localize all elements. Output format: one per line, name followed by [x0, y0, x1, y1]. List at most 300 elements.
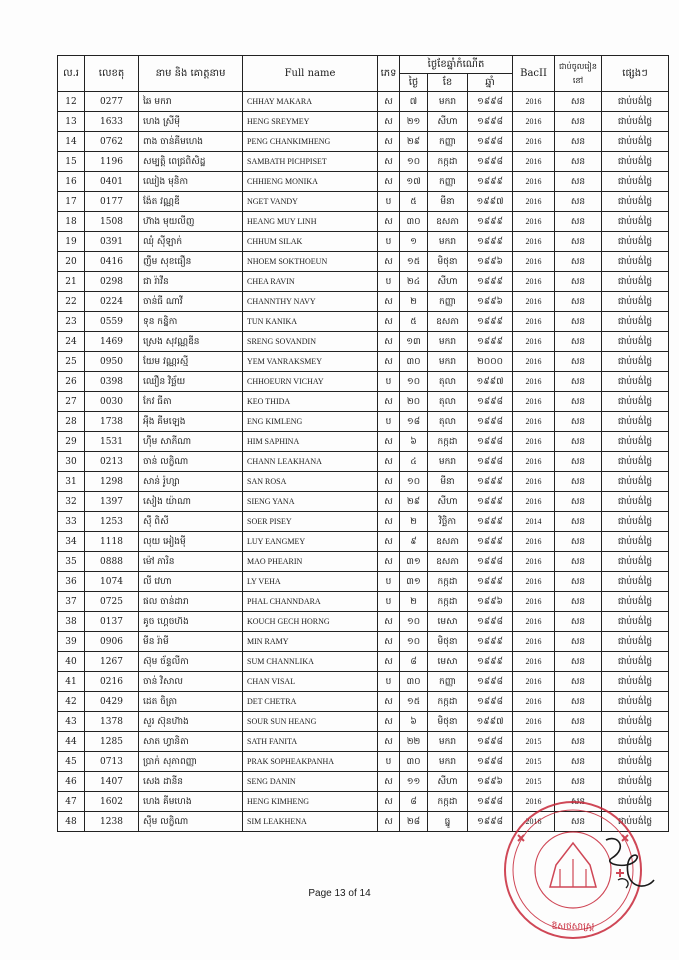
- row-month: សីហា: [428, 272, 468, 292]
- row-bacii: 2015: [513, 752, 555, 772]
- row-enroll: សន: [555, 792, 602, 812]
- row-kh-name: ឆៃ មករា: [139, 92, 243, 112]
- row-id: 0950: [85, 352, 139, 372]
- row-id: 0298: [85, 272, 139, 292]
- row-note: ជាប់បង់ថ្លៃ: [602, 532, 669, 552]
- row-month: មករា: [428, 352, 468, 372]
- row-no: 36: [58, 572, 85, 592]
- row-note: ជាប់បង់ថ្លៃ: [602, 132, 669, 152]
- row-year: ១៩៩៩: [468, 212, 513, 232]
- row-id: 1508: [85, 212, 139, 232]
- row-day: ១០: [400, 612, 428, 632]
- row-no: 35: [58, 552, 85, 572]
- table-row: [58, 492, 669, 512]
- row-enroll: សន: [555, 492, 602, 512]
- table-row: [58, 272, 669, 292]
- row-id: 1238: [85, 812, 139, 832]
- row-id: 1469: [85, 332, 139, 352]
- row-no: 44: [58, 732, 85, 752]
- row-full-name: MIN RAMY: [243, 632, 378, 652]
- row-no: 20: [58, 252, 85, 272]
- row-full-name: ENG KIMLENG: [243, 412, 378, 432]
- row-sex: ប: [378, 572, 400, 592]
- row-id: 0177: [85, 192, 139, 212]
- table-row: [58, 592, 669, 612]
- seal-caption: ឱសថសាស្ត្រ: [551, 922, 595, 932]
- row-note: ជាប់បង់ថ្លៃ: [602, 512, 669, 532]
- row-full-name: SRENG SOVANDIN: [243, 332, 378, 352]
- row-note: ជាប់បង់ថ្លៃ: [602, 752, 669, 772]
- row-full-name: PHAL CHANNDARA: [243, 592, 378, 612]
- row-full-name: PENG CHANKIMHENG: [243, 132, 378, 152]
- row-no: 17: [58, 192, 85, 212]
- row-no: 37: [58, 592, 85, 612]
- row-note: ជាប់បង់ថ្លៃ: [602, 732, 669, 752]
- row-sex: ស: [378, 252, 400, 272]
- row-no: 41: [58, 672, 85, 692]
- row-kh-name: សម្បត្តិ ពេជ្រពិសិដ្ឋ: [139, 152, 243, 172]
- row-full-name: SIENG YANA: [243, 492, 378, 512]
- row-bacii: 2016: [513, 332, 555, 352]
- row-no: 21: [58, 272, 85, 292]
- row-id: 0277: [85, 92, 139, 112]
- row-enroll: សន: [555, 612, 602, 632]
- row-note: ជាប់បង់ថ្លៃ: [602, 252, 669, 272]
- row-full-name: SUM CHANNLIKA: [243, 652, 378, 672]
- row-sex: ស: [378, 552, 400, 572]
- row-enroll: សន: [555, 672, 602, 692]
- row-month: សីហា: [428, 772, 468, 792]
- row-no: 15: [58, 152, 85, 172]
- row-month: មករា: [428, 232, 468, 252]
- row-note: ជាប់បង់ថ្លៃ: [602, 352, 669, 372]
- row-bacii: 2016: [513, 572, 555, 592]
- row-year: ១៩៩៨: [468, 732, 513, 752]
- row-year: ១៩៩៩: [468, 232, 513, 252]
- row-id: 0559: [85, 312, 139, 332]
- row-id: 0762: [85, 132, 139, 152]
- table-row: [58, 112, 669, 132]
- row-id: 0888: [85, 552, 139, 572]
- row-id: 0030: [85, 392, 139, 412]
- row-month: កក្កដា: [428, 152, 468, 172]
- header-day: ថ្ងៃ: [400, 74, 428, 92]
- row-sex: ស: [378, 792, 400, 812]
- row-day: ៥: [400, 192, 428, 212]
- table-row: [58, 332, 669, 352]
- row-no: 27: [58, 392, 85, 412]
- row-note: ជាប់បង់ថ្លៃ: [602, 792, 669, 812]
- row-kh-name: គូច ហ្គេចហ៊ង: [139, 612, 243, 632]
- row-note: ជាប់បង់ថ្លៃ: [602, 332, 669, 352]
- row-id: 1378: [85, 712, 139, 732]
- row-note: ជាប់បង់ថ្លៃ: [602, 592, 669, 612]
- row-month: កក្កដា: [428, 592, 468, 612]
- row-month: កញ្ញា: [428, 672, 468, 692]
- row-full-name: HENG KIMHENG: [243, 792, 378, 812]
- row-month: ឧសភា: [428, 552, 468, 572]
- row-no: 26: [58, 372, 85, 392]
- row-month: ឧសភា: [428, 532, 468, 552]
- row-sex: ប: [378, 752, 400, 772]
- row-note: ជាប់បង់ថ្លៃ: [602, 812, 669, 832]
- header-bacii: BacII: [513, 56, 555, 92]
- row-full-name: KEO THIDA: [243, 392, 378, 412]
- row-kh-name: ចាន់ លក្ខិណា: [139, 452, 243, 472]
- page-number: Page 13 of 14: [308, 888, 371, 899]
- row-note: ជាប់បង់ថ្លៃ: [602, 412, 669, 432]
- row-bacii: 2016: [513, 532, 555, 552]
- row-bacii: 2016: [513, 432, 555, 452]
- row-year: ១៩៩៧: [468, 192, 513, 212]
- row-full-name: TUN KANIKA: [243, 312, 378, 332]
- row-id: 0725: [85, 592, 139, 612]
- row-full-name: CHHUM SILAK: [243, 232, 378, 252]
- table-row: [58, 132, 669, 152]
- row-no: 38: [58, 612, 85, 632]
- row-bacii: 2016: [513, 392, 555, 412]
- row-sex: ស: [378, 732, 400, 752]
- row-year: ១៩៩៨: [468, 112, 513, 132]
- row-id: 1285: [85, 732, 139, 752]
- row-bacii: 2016: [513, 652, 555, 672]
- row-year: ១៩៩៩: [468, 652, 513, 672]
- row-sex: ស: [378, 392, 400, 412]
- row-year: ១៩៩៨: [468, 152, 513, 172]
- row-day: ៣០: [400, 212, 428, 232]
- table-row: [58, 412, 669, 432]
- row-day: ៣០: [400, 352, 428, 372]
- row-day: ១៣: [400, 332, 428, 352]
- row-day: ៧: [400, 92, 428, 112]
- table-row: [58, 552, 669, 572]
- row-bacii: 2016: [513, 252, 555, 272]
- row-day: ៩: [400, 532, 428, 552]
- row-sex: ស: [378, 772, 400, 792]
- row-kh-name: សួរ ស៊ុនហ៊ាង: [139, 712, 243, 732]
- row-full-name: SENG DANIN: [243, 772, 378, 792]
- row-no: 33: [58, 512, 85, 532]
- row-no: 30: [58, 452, 85, 472]
- row-kh-name: ដេត ចិត្រា: [139, 692, 243, 712]
- row-year: ១៩៩៨: [468, 672, 513, 692]
- row-no: 47: [58, 792, 85, 812]
- row-sex: ប: [378, 672, 400, 692]
- row-full-name: NHOEM SOKTHOEUN: [243, 252, 378, 272]
- row-year: ១៩៩៨: [468, 752, 513, 772]
- row-full-name: MAO PHEARIN: [243, 552, 378, 572]
- row-id: 0137: [85, 612, 139, 632]
- row-sex: ស: [378, 692, 400, 712]
- row-enroll: សន: [555, 252, 602, 272]
- row-bacii: 2016: [513, 472, 555, 492]
- table-row: [58, 772, 669, 792]
- row-enroll: សន: [555, 172, 602, 192]
- row-note: ជាប់បង់ថ្លៃ: [602, 392, 669, 412]
- row-sex: ប: [378, 192, 400, 212]
- row-bacii: 2016: [513, 212, 555, 232]
- row-sex: ស: [378, 292, 400, 312]
- row-kh-name: សាន់ រ៉ូហ្សា: [139, 472, 243, 492]
- row-full-name: SATH FANITA: [243, 732, 378, 752]
- row-kh-name: លុយ អៀងមុី: [139, 532, 243, 552]
- row-no: 40: [58, 652, 85, 672]
- row-day: ១៥: [400, 692, 428, 712]
- row-bacii: 2016: [513, 152, 555, 172]
- row-enroll: សន: [555, 152, 602, 172]
- row-sex: ស: [378, 712, 400, 732]
- row-no: 48: [58, 812, 85, 832]
- table-row: [58, 452, 669, 472]
- table-row: [58, 572, 669, 592]
- row-note: ជាប់បង់ថ្លៃ: [602, 172, 669, 192]
- row-kh-name: ហ៊ាង មុយលីញ: [139, 212, 243, 232]
- row-day: ១០: [400, 632, 428, 652]
- header-other: ផ្សេងៗ: [602, 56, 669, 92]
- row-kh-name: ពាង ចាន់គីមហេង: [139, 132, 243, 152]
- row-year: ១៩៩៨: [468, 92, 513, 112]
- row-month: កក្កដា: [428, 792, 468, 812]
- row-month: ធ្នូ: [428, 812, 468, 832]
- row-enroll: សន: [555, 212, 602, 232]
- row-full-name: CHHAY MAKARA: [243, 92, 378, 112]
- row-month: កញ្ញា: [428, 132, 468, 152]
- row-sex: ស: [378, 632, 400, 652]
- row-full-name: KOUCH GECH HORNG: [243, 612, 378, 632]
- row-year: ១៩៩៩: [468, 312, 513, 332]
- row-no: 18: [58, 212, 85, 232]
- table-row: [58, 312, 669, 332]
- row-kh-name: ហេង ស្រីមុី: [139, 112, 243, 132]
- row-note: ជាប់បង់ថ្លៃ: [602, 552, 669, 572]
- table-row: [58, 652, 669, 672]
- row-note: ជាប់បង់ថ្លៃ: [602, 492, 669, 512]
- row-month: មករា: [428, 332, 468, 352]
- row-sex: ស: [378, 212, 400, 232]
- row-bacii: 2016: [513, 672, 555, 692]
- row-day: ១: [400, 232, 428, 252]
- row-bacii: 2016: [513, 492, 555, 512]
- row-enroll: សន: [555, 272, 602, 292]
- row-month: មេសា: [428, 652, 468, 672]
- row-id: 0906: [85, 632, 139, 652]
- row-day: ១៨: [400, 412, 428, 432]
- table-row: [58, 672, 669, 692]
- row-note: ជាប់បង់ថ្លៃ: [602, 292, 669, 312]
- row-no: 12: [58, 92, 85, 112]
- row-day: ៥: [400, 312, 428, 332]
- row-month: សីហា: [428, 492, 468, 512]
- row-day: ១០: [400, 152, 428, 172]
- row-bacii: 2016: [513, 592, 555, 612]
- row-id: 1074: [85, 572, 139, 592]
- row-sex: ស: [378, 352, 400, 372]
- row-day: ១០: [400, 372, 428, 392]
- row-kh-name: សាត ហ្វានិតា: [139, 732, 243, 752]
- row-bacii: 2016: [513, 712, 555, 732]
- row-kh-name: ឈុំ ស៊ីឡាក់: [139, 232, 243, 252]
- table-row: [58, 432, 669, 452]
- row-note: ជាប់បង់ថ្លៃ: [602, 572, 669, 592]
- row-month: កក្កដា: [428, 432, 468, 452]
- row-year: ១៩៩៩: [468, 512, 513, 532]
- row-full-name: HEANG MUY LINH: [243, 212, 378, 232]
- row-day: ៣១: [400, 552, 428, 572]
- row-month: មករា: [428, 732, 468, 752]
- row-enroll: សន: [555, 712, 602, 732]
- table-row: [58, 212, 669, 232]
- table-row: [58, 752, 669, 772]
- row-month: មករា: [428, 92, 468, 112]
- row-id: 0401: [85, 172, 139, 192]
- row-enroll: សន: [555, 332, 602, 352]
- row-id: 1531: [85, 432, 139, 452]
- row-sex: ស: [378, 512, 400, 532]
- row-bacii: 2016: [513, 692, 555, 712]
- row-day: ៣០: [400, 752, 428, 772]
- row-bacii: 2016: [513, 412, 555, 432]
- row-day: ២១: [400, 112, 428, 132]
- row-sex: ស: [378, 492, 400, 512]
- row-no: 46: [58, 772, 85, 792]
- row-full-name: PRAK SOPHEAKPANHA: [243, 752, 378, 772]
- row-enroll: សន: [555, 112, 602, 132]
- row-kh-name: ផល ចាន់ដារា: [139, 592, 243, 612]
- row-year: ១៩៩៨: [468, 792, 513, 812]
- row-month: កក្កដា: [428, 692, 468, 712]
- row-year: ១៩៩៨: [468, 812, 513, 832]
- table-row: [58, 712, 669, 732]
- row-year: ១៩៩៧: [468, 712, 513, 732]
- row-full-name: CHAN VISAL: [243, 672, 378, 692]
- row-note: ជាប់បង់ថ្លៃ: [602, 212, 669, 232]
- row-month: ឧសភា: [428, 312, 468, 332]
- row-note: ជាប់បង់ថ្លៃ: [602, 692, 669, 712]
- row-id: 1407: [85, 772, 139, 792]
- row-sex: ស: [378, 132, 400, 152]
- row-id: 1267: [85, 652, 139, 672]
- table-row: [58, 612, 669, 632]
- row-full-name: SOUR SUN HEANG: [243, 712, 378, 732]
- row-id: 0429: [85, 692, 139, 712]
- row-enroll: សន: [555, 312, 602, 332]
- row-full-name: HENG SREYMEY: [243, 112, 378, 132]
- row-year: ១៩៩៩: [468, 172, 513, 192]
- row-kh-name: ទុន កន្និកា: [139, 312, 243, 332]
- row-kh-name: ជា រ៉ាវីន: [139, 272, 243, 292]
- table-row: [58, 372, 669, 392]
- row-note: ជាប់បង់ថ្លៃ: [602, 372, 669, 392]
- row-enroll: សន: [555, 472, 602, 492]
- row-no: 32: [58, 492, 85, 512]
- table-row: [58, 232, 669, 252]
- row-bacii: 2016: [513, 312, 555, 332]
- row-month: មិថុនា: [428, 252, 468, 272]
- row-note: ជាប់បង់ថ្លៃ: [602, 612, 669, 632]
- row-sex: ស: [378, 812, 400, 832]
- student-results-table: [57, 55, 669, 832]
- table-row: [58, 292, 669, 312]
- row-enroll: សន: [555, 772, 602, 792]
- header-id: លេខតុ: [85, 56, 139, 92]
- table-row: [58, 352, 669, 372]
- row-no: 45: [58, 752, 85, 772]
- row-sex: ស: [378, 612, 400, 632]
- row-day: ៤: [400, 452, 428, 472]
- header-sex: ភេទ: [378, 56, 400, 92]
- row-id: 1633: [85, 112, 139, 132]
- row-bacii: 2016: [513, 352, 555, 372]
- row-kh-name: ស៊ុម ច័ន្ទលីកា: [139, 652, 243, 672]
- row-id: 0216: [85, 672, 139, 692]
- row-kh-name: ឈៀង មុនិកា: [139, 172, 243, 192]
- table-row: [58, 692, 669, 712]
- row-enroll: សន: [555, 552, 602, 572]
- row-no: 23: [58, 312, 85, 332]
- row-no: 29: [58, 432, 85, 452]
- row-note: ជាប់បង់ថ្លៃ: [602, 232, 669, 252]
- row-no: 42: [58, 692, 85, 712]
- row-month: តុលា: [428, 392, 468, 412]
- row-enroll: សន: [555, 592, 602, 612]
- row-day: ២៩: [400, 492, 428, 512]
- table-row: [58, 252, 669, 272]
- row-no: 28: [58, 412, 85, 432]
- row-year: ១៩៩៩: [468, 632, 513, 652]
- row-sex: ប: [378, 232, 400, 252]
- row-bacii: 2016: [513, 612, 555, 632]
- row-month: វិច្ឆិកា: [428, 512, 468, 532]
- row-enroll: សន: [555, 372, 602, 392]
- row-sex: ប: [378, 372, 400, 392]
- row-day: ២៩: [400, 132, 428, 152]
- row-bacii: 2016: [513, 172, 555, 192]
- row-month: មេសា: [428, 612, 468, 632]
- row-year: ២០០០: [468, 352, 513, 372]
- row-sex: ប: [378, 412, 400, 432]
- row-note: ជាប់បង់ថ្លៃ: [602, 192, 669, 212]
- row-month: មករា: [428, 452, 468, 472]
- row-enroll: សន: [555, 392, 602, 412]
- row-no: 19: [58, 232, 85, 252]
- row-enroll: សន: [555, 812, 602, 832]
- row-bacii: 2016: [513, 292, 555, 312]
- row-note: ជាប់បង់ថ្លៃ: [602, 432, 669, 452]
- row-sex: ស: [378, 472, 400, 492]
- row-kh-name: ចាន់ វិសាល: [139, 672, 243, 692]
- row-kh-name: ស៊ឺ ពិសី: [139, 512, 243, 532]
- row-year: ១៩៩៩: [468, 532, 513, 552]
- row-day: ៦: [400, 432, 428, 452]
- row-sex: ស: [378, 152, 400, 172]
- table-row: [58, 732, 669, 752]
- row-enroll: សន: [555, 732, 602, 752]
- row-full-name: SAN ROSA: [243, 472, 378, 492]
- row-year: ១៩៩៨: [468, 432, 513, 452]
- row-sex: ប: [378, 272, 400, 292]
- row-kh-name: កែវ ធីតា: [139, 392, 243, 412]
- row-note: ជាប់បង់ថ្លៃ: [602, 452, 669, 472]
- header-year: ឆ្នាំ: [468, 74, 513, 92]
- row-bacii: 2016: [513, 792, 555, 812]
- row-id: 0713: [85, 752, 139, 772]
- table-row: [58, 392, 669, 412]
- row-full-name: DET CHETRA: [243, 692, 378, 712]
- row-enroll: សន: [555, 692, 602, 712]
- row-bacii: 2014: [513, 512, 555, 532]
- row-note: ជាប់បង់ថ្លៃ: [602, 272, 669, 292]
- row-enroll: សន: [555, 92, 602, 112]
